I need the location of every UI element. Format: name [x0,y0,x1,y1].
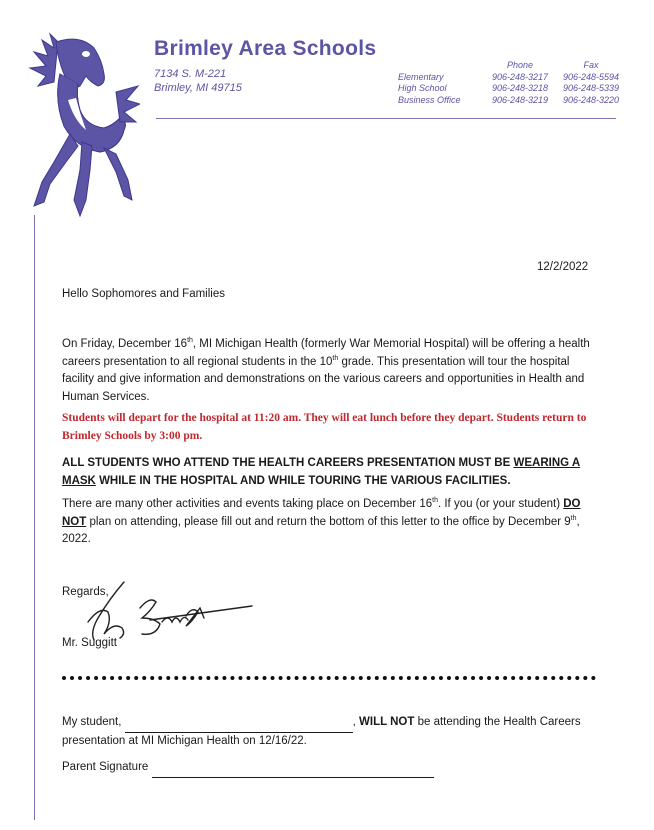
underlined-text: WEARING A MASK [62,457,581,487]
text-run: On Friday, December 16 [62,338,188,350]
student-name-field[interactable] [125,714,353,733]
bold-text: WILL NOT [359,716,415,728]
contact-label: Elementary [398,71,444,82]
text-run: , MI Michigan Health (formerly War Memorial Hospital) will be offering a health careers presentation to all regional students in the 10 [62,338,590,368]
paragraph-return-form [62,496,592,549]
contact-phone: 906-248-3218 [491,83,549,93]
return-form-statement [62,714,602,750]
address-line-1: 7134 S. M-221 [154,68,227,80]
phone-header: Phone [506,60,534,70]
contact-header-row [398,60,624,72]
tear-off-line [62,676,596,680]
contact-table [398,60,624,106]
text-run: plan on attending, please fill out and return the bottom of this letter to the office by December 9 [86,515,571,528]
signer-name: Mr. Suggitt [62,637,117,649]
text-run: ALL STUDENTS WHO ATTEND THE HEALTH CAREERS PRESENTATION MUST BE [62,457,514,469]
text-run: My student, [62,716,125,728]
school-name: Brimley Area Schools [154,37,377,60]
contact-label: High School [398,83,447,93]
contact-fax: 906-248-5339 [562,83,620,93]
text-run: , 2022. [62,515,580,545]
header-divider [156,118,616,119]
ordinal-suffix: th [332,354,339,362]
contact-phone: 906-248-3219 [491,94,549,105]
contact-label: Business Office [398,94,461,105]
text-run: . If you (or your student) [437,498,564,510]
parent-signature-row [62,759,434,778]
underlined-text: DO NOT [62,498,581,528]
departure-notice: Students will depart for the hospital at 11:20 am. They will eat lunch before they depart. Students return to Brimley Schools by 3:00 pm. [62,412,587,442]
text-run: grade. This presentation will tour the hospital facility and give information and demonstrations on the various careers and opportunities in Health and Human Services. [62,355,585,403]
text-run: There are many other activities and events taking place on December 16 [62,498,433,510]
contact-row [398,83,624,95]
contact-row [398,95,624,107]
text-run: WHILE IN THE HOSPITAL AND WHILE TOURING THE VARIOUS FACILITIES. [95,474,511,487]
paragraph-presentation [62,336,592,406]
text-run: be attending the Health Careers presentation at MI Michigan Health on 12/16/22. [62,716,581,747]
school-address [154,67,242,95]
address-line-2: Brimley, MI 49715 [154,82,242,94]
letter-date: 12/2/2022 [537,261,589,273]
left-margin-rule [34,215,35,820]
contact-phone: 906-248-3217 [491,71,549,82]
mask-requirement [62,455,592,490]
ordinal-suffix: th [187,337,193,345]
fax-header: Fax [583,60,599,70]
greeting: Hello Sophomores and Families [62,288,225,300]
text-run: , [352,716,360,728]
ordinal-suffix: th [570,514,577,522]
contact-fax: 906-248-3220 [562,94,620,105]
parent-signature-label: Parent Signature [62,761,152,773]
contact-fax: 906-248-5594 [562,71,620,82]
parent-signature-field[interactable] [152,759,434,778]
contact-row [398,72,624,84]
mustang-horse-logo [20,30,140,220]
closing: Regards, [62,586,109,598]
ordinal-suffix: th [432,497,438,505]
